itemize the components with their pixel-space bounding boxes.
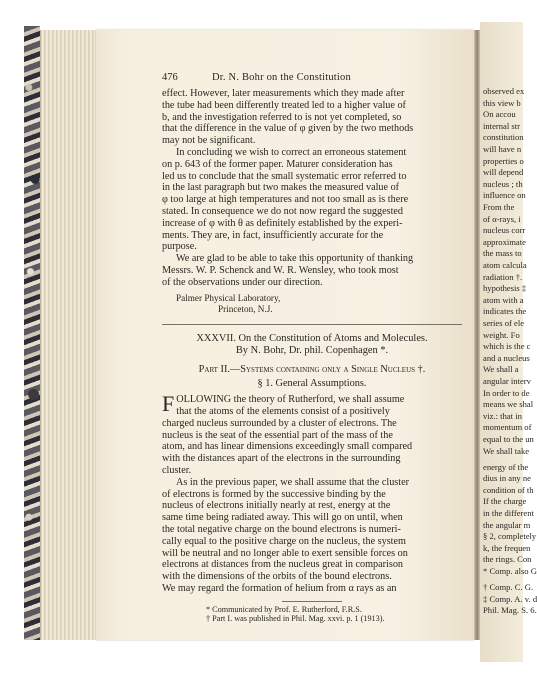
right-page-fragment: § 2, completely [483, 531, 537, 542]
text-line: with the distances apart of the electrons in the surrounding [162, 453, 401, 465]
running-title: Dr. N. Bohr on the Constitution [212, 72, 351, 83]
right-page-fragment: the rings. Con [483, 554, 532, 565]
right-page [480, 22, 537, 662]
right-page-fragment: ‡ Comp. A. v. d [483, 593, 537, 604]
right-page-fragment: radiation †. [483, 271, 523, 282]
right-page-fragment: We shall a [483, 364, 519, 375]
text-line: OLLOWING the theory of Rutherford, we shall assume [176, 394, 405, 406]
right-page-fragment: Phil. Mag. S. 6. [483, 605, 537, 616]
text-line: in the last paragraph but two makes the measured value of [162, 182, 400, 194]
text-line: cluster. [162, 464, 192, 476]
section-heading: § 1. General Assumptions. [257, 378, 367, 390]
right-page-fragment: dius in any ne [483, 473, 531, 484]
right-page-fragment: of α-rays, i [483, 213, 521, 224]
right-page-fragment: hypothesis ‡ [483, 283, 527, 294]
text-line: stated. In consequence we do not now regard the suggested [162, 205, 404, 217]
right-page-fragment: in the different [483, 508, 534, 518]
lab-city: Princeton, N.J. [218, 303, 273, 314]
footnote-2: † Part I. was published in Phil. Mag. xxvi. p. 1 (1913). [206, 614, 385, 624]
right-page-fragment: series of ele [483, 318, 525, 328]
right-page-fragment: which is the c [483, 341, 531, 352]
article-author: By N. Bohr, Dr. phil. Copenhagen *. [235, 344, 389, 356]
text-line: In concluding we wish to correct an erroneous statement [176, 146, 407, 158]
right-page-fragment: approximate [483, 236, 526, 247]
text-line: that the atoms of the elements consist of a positively [176, 405, 390, 417]
right-page-fragment: From the [483, 202, 515, 212]
right-page-fragment: the mass to [483, 248, 522, 259]
right-page-fragment: indicates the [483, 306, 527, 317]
text-line: Messrs. W. P. Schenck and W. R. Wensley, who took most [162, 264, 399, 276]
right-page-fragment: On accou [483, 109, 516, 120]
right-page-fragment: will have n [483, 144, 522, 154]
text-line: nucleus of electrons initially nearly at rest, energy at the [162, 500, 391, 512]
right-page-fragment: momentum of [483, 422, 532, 433]
right-page-fragment: k, the frequen [483, 542, 531, 553]
page-content [162, 72, 462, 624]
section-divider [162, 324, 462, 325]
right-page-fragment: this view b [483, 97, 521, 108]
right-page-fragment: If the charge [483, 496, 527, 507]
text-line: same time being radiated away. This will go on until, when [162, 512, 403, 524]
text-line: electrons at distances from the nucleus great in comparison [162, 559, 404, 571]
right-page-fragment: constitution [483, 132, 524, 143]
text-line: atom, and has linear dimensions exceedingly small compared [162, 441, 413, 453]
right-page-fragment: We shall take [483, 445, 530, 456]
footnote-divider [282, 601, 342, 602]
article-paragraph-1 [162, 391, 462, 477]
running-header [162, 72, 462, 86]
right-page-fragment: internal str [483, 120, 520, 131]
text-line: of electrons is formed by the successive binding by the [162, 488, 386, 500]
text-line: of the observations under our direction. [162, 276, 323, 288]
right-page-fragment: means we shal [483, 399, 534, 410]
previous-paper-end [162, 88, 462, 315]
right-page-fragment: weight. Fo [483, 329, 520, 340]
text-line: We may regard the formation of helium from α rays as an [162, 582, 397, 594]
text-line: We are glad to be able to take this opportunity of thanking [176, 253, 414, 265]
right-page-fragment: properties o [483, 155, 524, 166]
right-page-fragment: In order to de [483, 387, 530, 398]
right-page-fragment: will depend [483, 167, 524, 178]
right-page-fragment: nucleus corr [483, 225, 526, 236]
text-line: led us to conclude that the small systematic error referred to [162, 170, 407, 182]
page-edges [40, 30, 99, 640]
right-page-fragment: and a nucleus [483, 352, 530, 363]
text-line: charged nucleus surrounded by a cluster of electrons. The [162, 417, 397, 429]
text-line: the total negative charge on the bound electrons is numeri- [162, 523, 401, 535]
text-line: cally equal to the positive charge on the nucleus, the system [162, 535, 406, 547]
text-line: may not be significant. [162, 135, 256, 147]
article-title: XXXVII. On the Constitution of Atoms and Molecules. [196, 332, 428, 344]
right-page-fragment: atom calcula [483, 260, 527, 270]
right-page-fragment: condition of th [483, 484, 534, 495]
right-page-fragment: angular interv [483, 376, 531, 386]
right-page-fragment: † Comp. C. G. [483, 582, 534, 592]
lab-address: Palmer Physical Laboratory, [176, 292, 281, 303]
text-line: on p. 643 of the former paper. Maturer consideration has [162, 158, 393, 170]
right-page-fragment: equal to the un [483, 434, 534, 444]
right-page-fragment: the angular m [483, 519, 531, 530]
text-line: ments. They are, in fact, insufficiently accurate for the [162, 229, 384, 241]
text-line: will be neutral and no longer able to exert sensible forces on [162, 547, 408, 559]
left-page [96, 30, 474, 640]
text-line: with the dimensions of the orbits of the bound electrons. [162, 571, 392, 583]
marbled-edge [24, 26, 40, 640]
text-line: nucleus is the seat of the essential part of the mass of the [162, 429, 393, 441]
right-page-fragment: nucleus ; th [483, 178, 523, 189]
prev-paragraph-3 [162, 253, 462, 288]
prev-paragraph-2 [162, 147, 462, 253]
article-paragraph-2 [162, 477, 462, 595]
text-line: b, and the investigation referred to is not yet completed, so [162, 111, 402, 123]
text-line: that the difference in the value of φ given by the two methods [162, 123, 414, 135]
text-line: the tube had been differently treated led to a higher value of [162, 99, 406, 111]
right-page-fragment: energy of the [483, 461, 529, 472]
right-page-fragment: influence on [483, 190, 526, 201]
right-page-fragment: observed ex [483, 86, 525, 96]
text-line: As in the previous paper, we shall assume that the cluster [176, 476, 409, 488]
right-page-fragment: viz.: that in [483, 410, 522, 421]
right-page-fragment: atom with a [483, 294, 524, 305]
prev-paragraph-1 [162, 88, 462, 147]
text-line: φ too large at high temperatures and not too small as is there [162, 194, 409, 206]
page-number: 476 [162, 72, 178, 83]
right-page-fragment: * Comp. also G [483, 566, 537, 576]
text-line: purpose. [162, 241, 197, 253]
part-heading: Part II.—Systems containing only a Single Nucleus †. [198, 363, 426, 375]
footnote-1: * Communicated by Prof. E. Rutherford, F.R.S. [206, 604, 362, 614]
drop-cap: F [162, 391, 175, 417]
text-line: effect. However, later measurements which they made after [162, 88, 405, 99]
text-line: increase of φ with θ as definitely established by the experi- [162, 217, 403, 229]
